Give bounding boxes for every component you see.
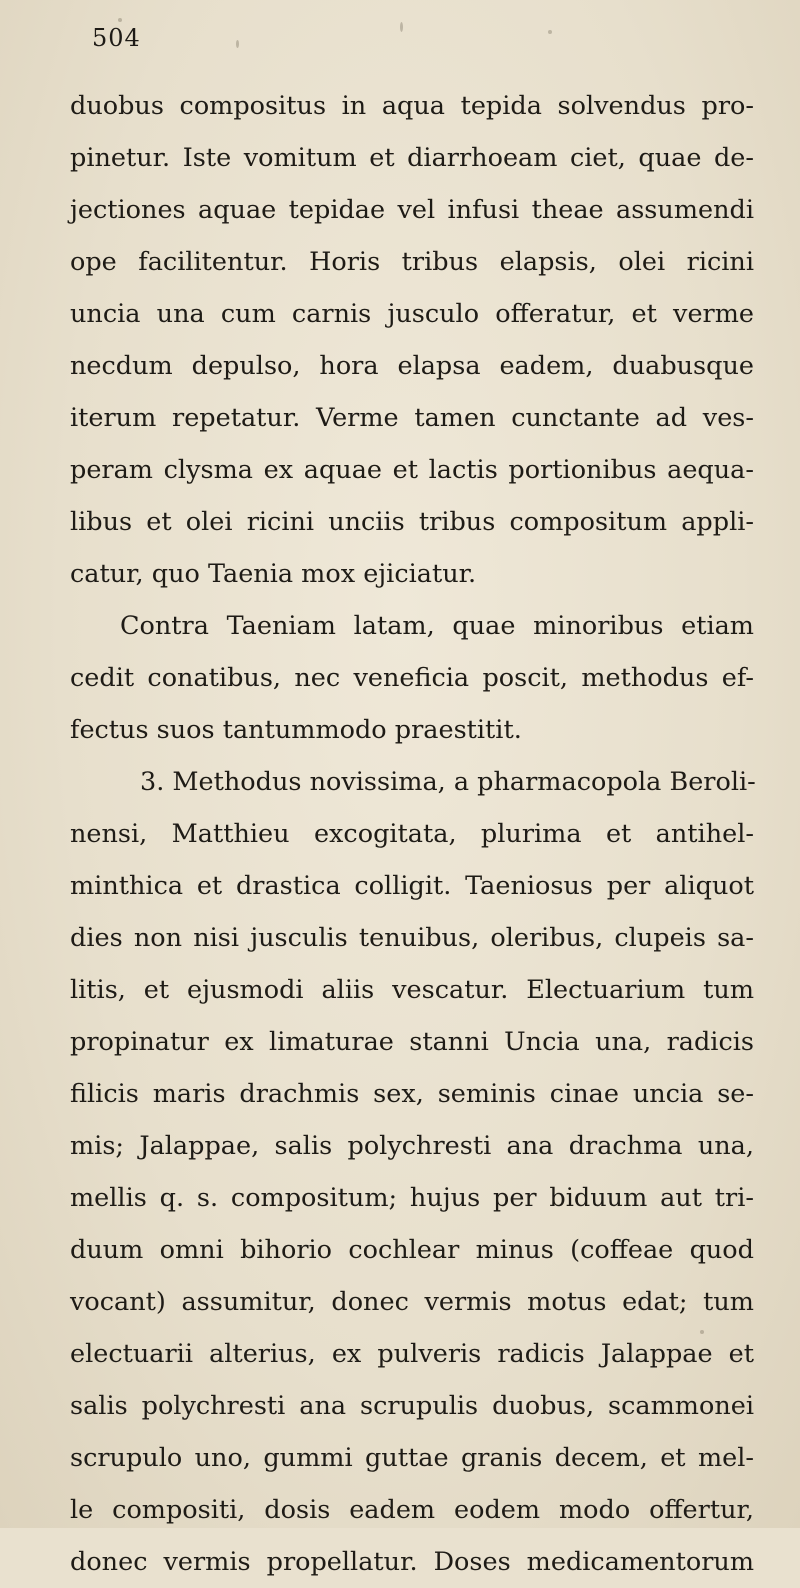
text-line: uncia una cum carnis jusculo offeratur, et verme <box>70 299 754 329</box>
text-line: donec vermis propellatur. Doses medicamentorum <box>70 1547 754 1577</box>
text-line: pinetur. Iste vomitum et diarrhoeam ciet, quae de- <box>70 143 754 173</box>
text-line: filicis maris drachmis sex, seminis cinae uncia se- <box>70 1079 754 1109</box>
text-line: iterum repetatur. Verme tamen cunctante ad ves- <box>70 403 754 433</box>
text-line: scrupulo uno, gummi guttae granis decem, et mel- <box>70 1443 754 1473</box>
paragraph-start-line: 3. Methodus novissima, a pharmacopola Beroli- <box>140 767 756 797</box>
text-line: le compositi, dosis eadem eodem modo offertur, <box>70 1495 754 1525</box>
text-line: litis, et ejusmodi aliis vescatur. Electuarium tum <box>70 975 754 1005</box>
text-line: jectiones aquae tepidae vel infusi theae assumendi <box>70 195 754 225</box>
text-line: minthica et drastica colligit. Taeniosus per aliquot <box>70 871 754 901</box>
ink-speck <box>118 18 122 22</box>
ink-speck <box>236 40 239 48</box>
text-line: nensi, Matthieu excogitata, plurima et antihel- <box>70 819 754 849</box>
text-line: fectus suos tantummodo praestitit. <box>70 715 522 745</box>
paragraph-start-line: Contra Taeniam latam, quae minoribus etiam <box>120 611 754 641</box>
text-line: salis polychresti ana scrupulis duobus, scammonei <box>70 1391 754 1421</box>
text-line: necdum depulso, hora elapsa eadem, duabusque <box>70 351 754 381</box>
text-line: libus et olei ricini unciis tribus compositum appli- <box>70 507 754 537</box>
body-text <box>64 80 754 1588</box>
ink-speck <box>548 30 552 34</box>
text-line: electuarii alterius, ex pulveris radicis Jalappae et <box>70 1339 754 1369</box>
text-line: mellis q. s. compositum; hujus per biduum aut tri- <box>70 1183 754 1213</box>
text-line: vocant) assumitur, donec vermis motus edat; tum <box>70 1287 754 1317</box>
page-number: 504 <box>92 24 141 52</box>
text-line: duobus compositus in aqua tepida solvendus pro- <box>70 91 754 121</box>
text-line: peram clysma ex aquae et lactis portionibus aequa- <box>70 455 754 485</box>
text-line: duum omni bihorio cochlear minus (coffeae quod <box>70 1235 754 1265</box>
text-line: cedit conatibus, nec veneficia poscit, methodus ef- <box>70 663 754 693</box>
text-line: propinatur ex limaturae stanni Uncia una, radicis <box>70 1027 754 1057</box>
text-line: catur, quo Taenia mox ejiciatur. <box>70 559 477 589</box>
text-line: mis; Jalappae, salis polychresti ana drachma una, <box>70 1131 754 1161</box>
text-line: dies non nisi jusculis tenuibus, oleribus, clupeis sa- <box>70 923 754 953</box>
ink-speck <box>400 22 403 32</box>
text-line: ope facilitentur. Horis tribus elapsis, olei ricini <box>70 247 754 277</box>
